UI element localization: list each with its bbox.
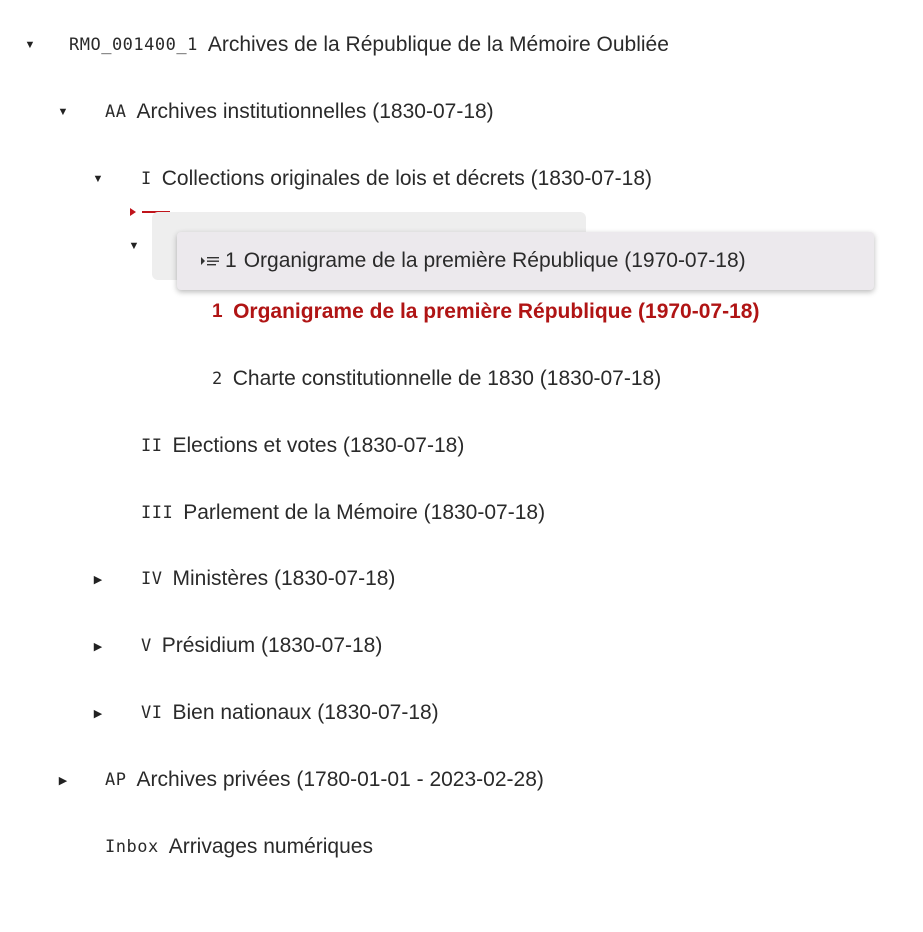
drag-ghost[interactable]	[177, 232, 874, 290]
node-label: Collections originales de lois et décrets (1830-07-18)	[161, 167, 653, 190]
chevron-right-icon[interactable]: ▶	[93, 573, 103, 586]
node-label: Bien nationaux (1830-07-18)	[172, 701, 439, 724]
node-label: Arrivages numériques	[168, 835, 373, 858]
chevron-right-icon[interactable]: ▶	[58, 774, 68, 787]
node-code: AP	[105, 770, 127, 790]
drag-ghost-label: Organigrame de la première République (1970-07-18)	[243, 249, 746, 272]
node-label: Archives privées (1780-01-01 - 2023-02-28)	[136, 768, 544, 791]
node-code: RMO_001400_1	[69, 35, 198, 55]
drop-arrow-icon	[130, 208, 136, 216]
node-label: Organigrame de la première République (1970-07-18)	[233, 300, 760, 323]
chevron-down-icon[interactable]: ▼	[57, 106, 69, 118]
node-label: Archives de la République de la Mémoire Oubliée	[207, 33, 669, 56]
node-label: Ministères (1830-07-18)	[172, 567, 396, 590]
node-code: IV	[141, 569, 163, 589]
node-code: 2	[212, 369, 223, 389]
drag-ghost-code: 1	[225, 249, 237, 272]
chevron-down-icon: ▼	[128, 240, 140, 252]
node-label: Charte constitutionnelle de 1830 (1830-07-18)	[232, 367, 662, 390]
node-code: AA	[105, 102, 127, 122]
node-code: II	[141, 436, 163, 456]
node-label: Parlement de la Mémoire (1830-07-18)	[183, 501, 546, 524]
node-code: III	[141, 503, 174, 523]
node-code: VI	[141, 703, 163, 723]
node-label: Archives institutionnelles (1830-07-18)	[136, 100, 494, 123]
node-code: I	[141, 169, 152, 189]
node-code: V	[141, 636, 152, 656]
node-code: Inbox	[105, 837, 159, 857]
chevron-down-icon[interactable]: ▼	[92, 173, 104, 185]
drag-handle-icon	[201, 256, 219, 266]
node-label: Elections et votes (1830-07-18)	[172, 434, 465, 457]
node-label: Présidium (1830-07-18)	[161, 634, 383, 657]
node-code: 1	[212, 301, 224, 322]
chevron-down-icon[interactable]: ▼	[24, 39, 36, 51]
chevron-right-icon[interactable]: ▶	[93, 707, 103, 720]
chevron-right-icon[interactable]: ▶	[93, 640, 103, 653]
